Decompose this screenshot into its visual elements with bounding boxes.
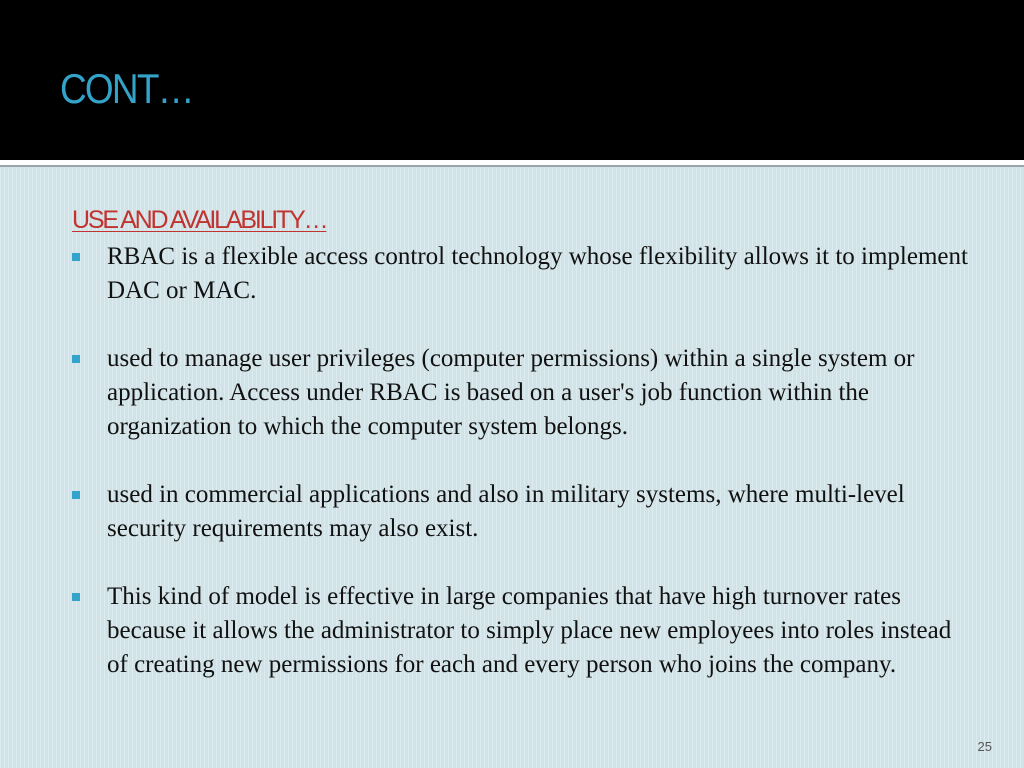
bullet-text-4: This kind of model is effective in large companies that have high turnover rates because it allows the administrator to simply place new employees into roles instead of creating new permissions for each and every person who joins the company. [107, 583, 952, 678]
square-bullet-icon [72, 593, 80, 601]
bullet-text-3: used in commercial applications and also in military systems, where multi-level security requirements may also exist. [107, 481, 905, 542]
bullet-item-4 [70, 580, 970, 682]
title-bar [0, 0, 1024, 160]
square-bullet-icon [72, 355, 80, 363]
square-bullet-icon [72, 491, 80, 499]
slide-title: CONT… [60, 65, 193, 112]
bullet-item-3 [70, 478, 970, 546]
bullet-item-2 [70, 342, 970, 444]
bullet-list [70, 240, 970, 716]
bullet-item-1 [70, 240, 970, 308]
square-bullet-icon [72, 253, 80, 261]
bullet-text-1: RBAC is a flexible access control technology whose flexibility allows it to implement DAC or MAC. [107, 243, 968, 304]
slide-number: 25 [977, 739, 992, 754]
section-subheading: USE AND AVAILABILITY… [72, 206, 327, 234]
bullet-text-2: used to manage user privileges (computer permissions) within a single system or application. Access under RBAC is based on a user's job function within the organization to which the computer system belongs. [107, 345, 915, 440]
